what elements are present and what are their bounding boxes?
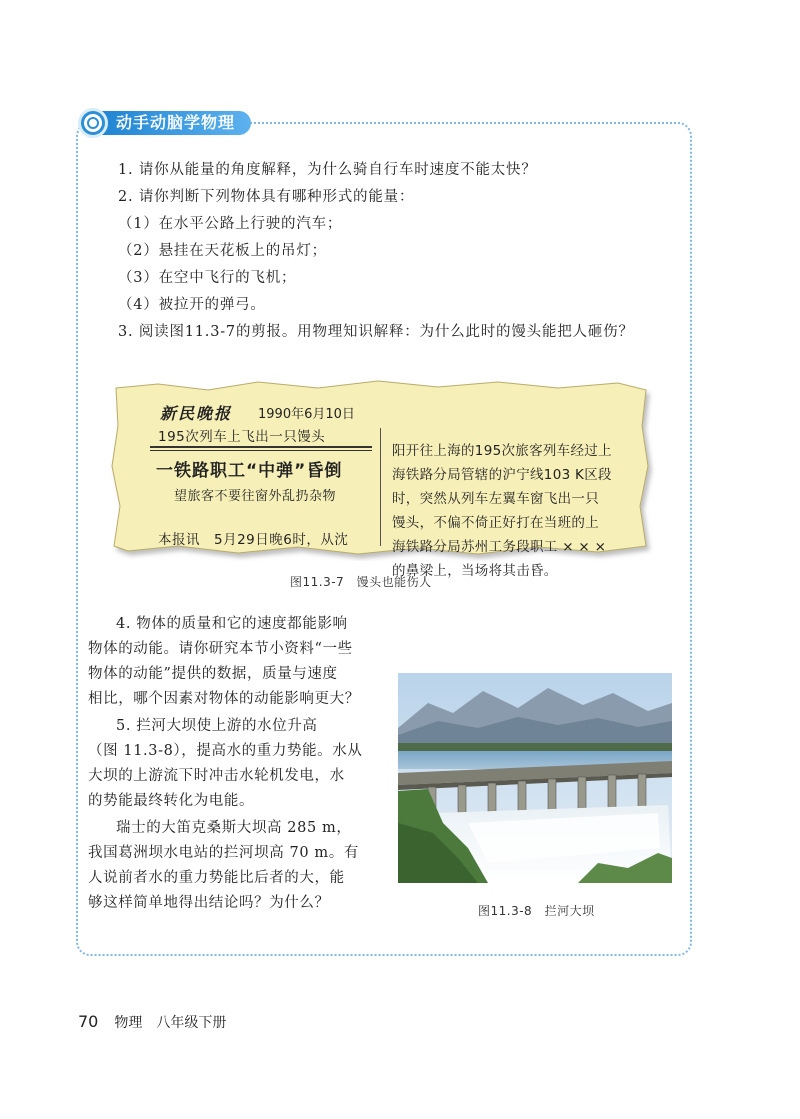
question-3: 3. 阅读图11.3-7的剪报。用物理知识解释：为什么此时的馒头能把人砸伤？: [118, 324, 634, 340]
news-body-line: 的鼻梁上，当场将其击昏。: [392, 563, 558, 579]
question-5-line: 大坝的上游流下时冲击水轮机发电，水: [88, 768, 345, 784]
question-5-line: 5. 拦河大坝使上游的水位升高: [116, 718, 318, 734]
book-title: 物理 八年级下册: [114, 1015, 227, 1031]
target-icon: [78, 108, 108, 138]
question-2-item: （3）在空中飞行的飞机；: [118, 270, 297, 286]
question-5: [88, 714, 378, 814]
column-divider: [380, 428, 381, 546]
question-5-followup-line: 够这样简单地得出结论吗？为什么？: [88, 895, 330, 911]
question-4: [88, 612, 378, 712]
question-5-followup: [88, 816, 378, 916]
question-5-followup-line: 瑞士的大笛克桑斯大坝高 285 m，: [116, 820, 352, 836]
figure-caption-11-3-7: 图11.3-7 馒头也能伤人: [290, 575, 432, 589]
question-5-line: （图 11.3-8），提高水的重力势能。水从: [88, 743, 363, 759]
section-title: 动手动脑学物理: [98, 111, 251, 135]
question-4-line: 相比，哪个因素对物体的动能影响更大？: [88, 691, 360, 707]
news-body-line: 时，突然从列车左翼车窗飞出一只: [392, 491, 599, 507]
news-subheading: 195次列车上飞出一只馒头: [158, 429, 326, 445]
news-body-line: 海铁路分局苏州工务段职工 × × ×: [392, 539, 607, 555]
question-5-followup-line: 我国葛洲坝水电站的拦河坝高 70 m。有: [88, 845, 359, 861]
news-body: [392, 439, 642, 583]
question-2: 2. 请你判断下列物体具有哪种形式的能量：: [118, 189, 415, 205]
question-4-line: 4. 物体的质量和它的速度都能影响: [116, 616, 348, 632]
page-number: 70: [78, 1012, 99, 1031]
page-footer: [78, 1012, 226, 1032]
news-body-line: 海铁路分局管辖的沪宁线103 K区段: [392, 467, 612, 483]
dam-illustration: [398, 673, 672, 883]
news-headline: 一铁路职工“中弹”昏倒: [156, 461, 343, 481]
question-2-item: （4）被拉开的弹弓。: [118, 297, 266, 313]
news-subheading-2: 望旅客不要往窗外乱扔杂物: [174, 489, 337, 504]
newspaper-date: 1990年6月10日: [258, 407, 355, 422]
news-divider-rule: [150, 446, 372, 451]
figure-caption-11-3-8: 图11.3-8 拦河大坝: [478, 904, 595, 918]
news-byline: 本报讯 5月29日晚6时，从沈: [158, 532, 349, 548]
question-4-line: 物体的动能”提供的数据，质量与速度: [88, 666, 338, 682]
question-2-item: （2）悬挂在天花板上的吊灯；: [118, 243, 327, 259]
question-2-item: （1）在水平公路上行驶的汽车；: [118, 216, 343, 232]
news-body-line: 馒头，不偏不倚正好打在当班的上: [392, 515, 599, 531]
dam-photo: [398, 673, 672, 883]
news-body-line: 阳开往上海的195次旅客列车经过上: [392, 443, 612, 459]
newspaper-clipping: [98, 376, 658, 579]
question-5-line: 的势能最终转化为电能。: [88, 793, 255, 809]
question-5-followup-line: 人说前者水的重力势能比后者的大，能: [88, 870, 345, 886]
section-header: [78, 108, 251, 138]
newspaper-name: 新民晚报: [160, 404, 233, 423]
question-1: 1. 请你从能量的角度解释，为什么骑自行车时速度不能太快？: [118, 162, 537, 178]
question-4-line: 物体的动能。请你研究本节小资料“一些: [88, 641, 353, 657]
